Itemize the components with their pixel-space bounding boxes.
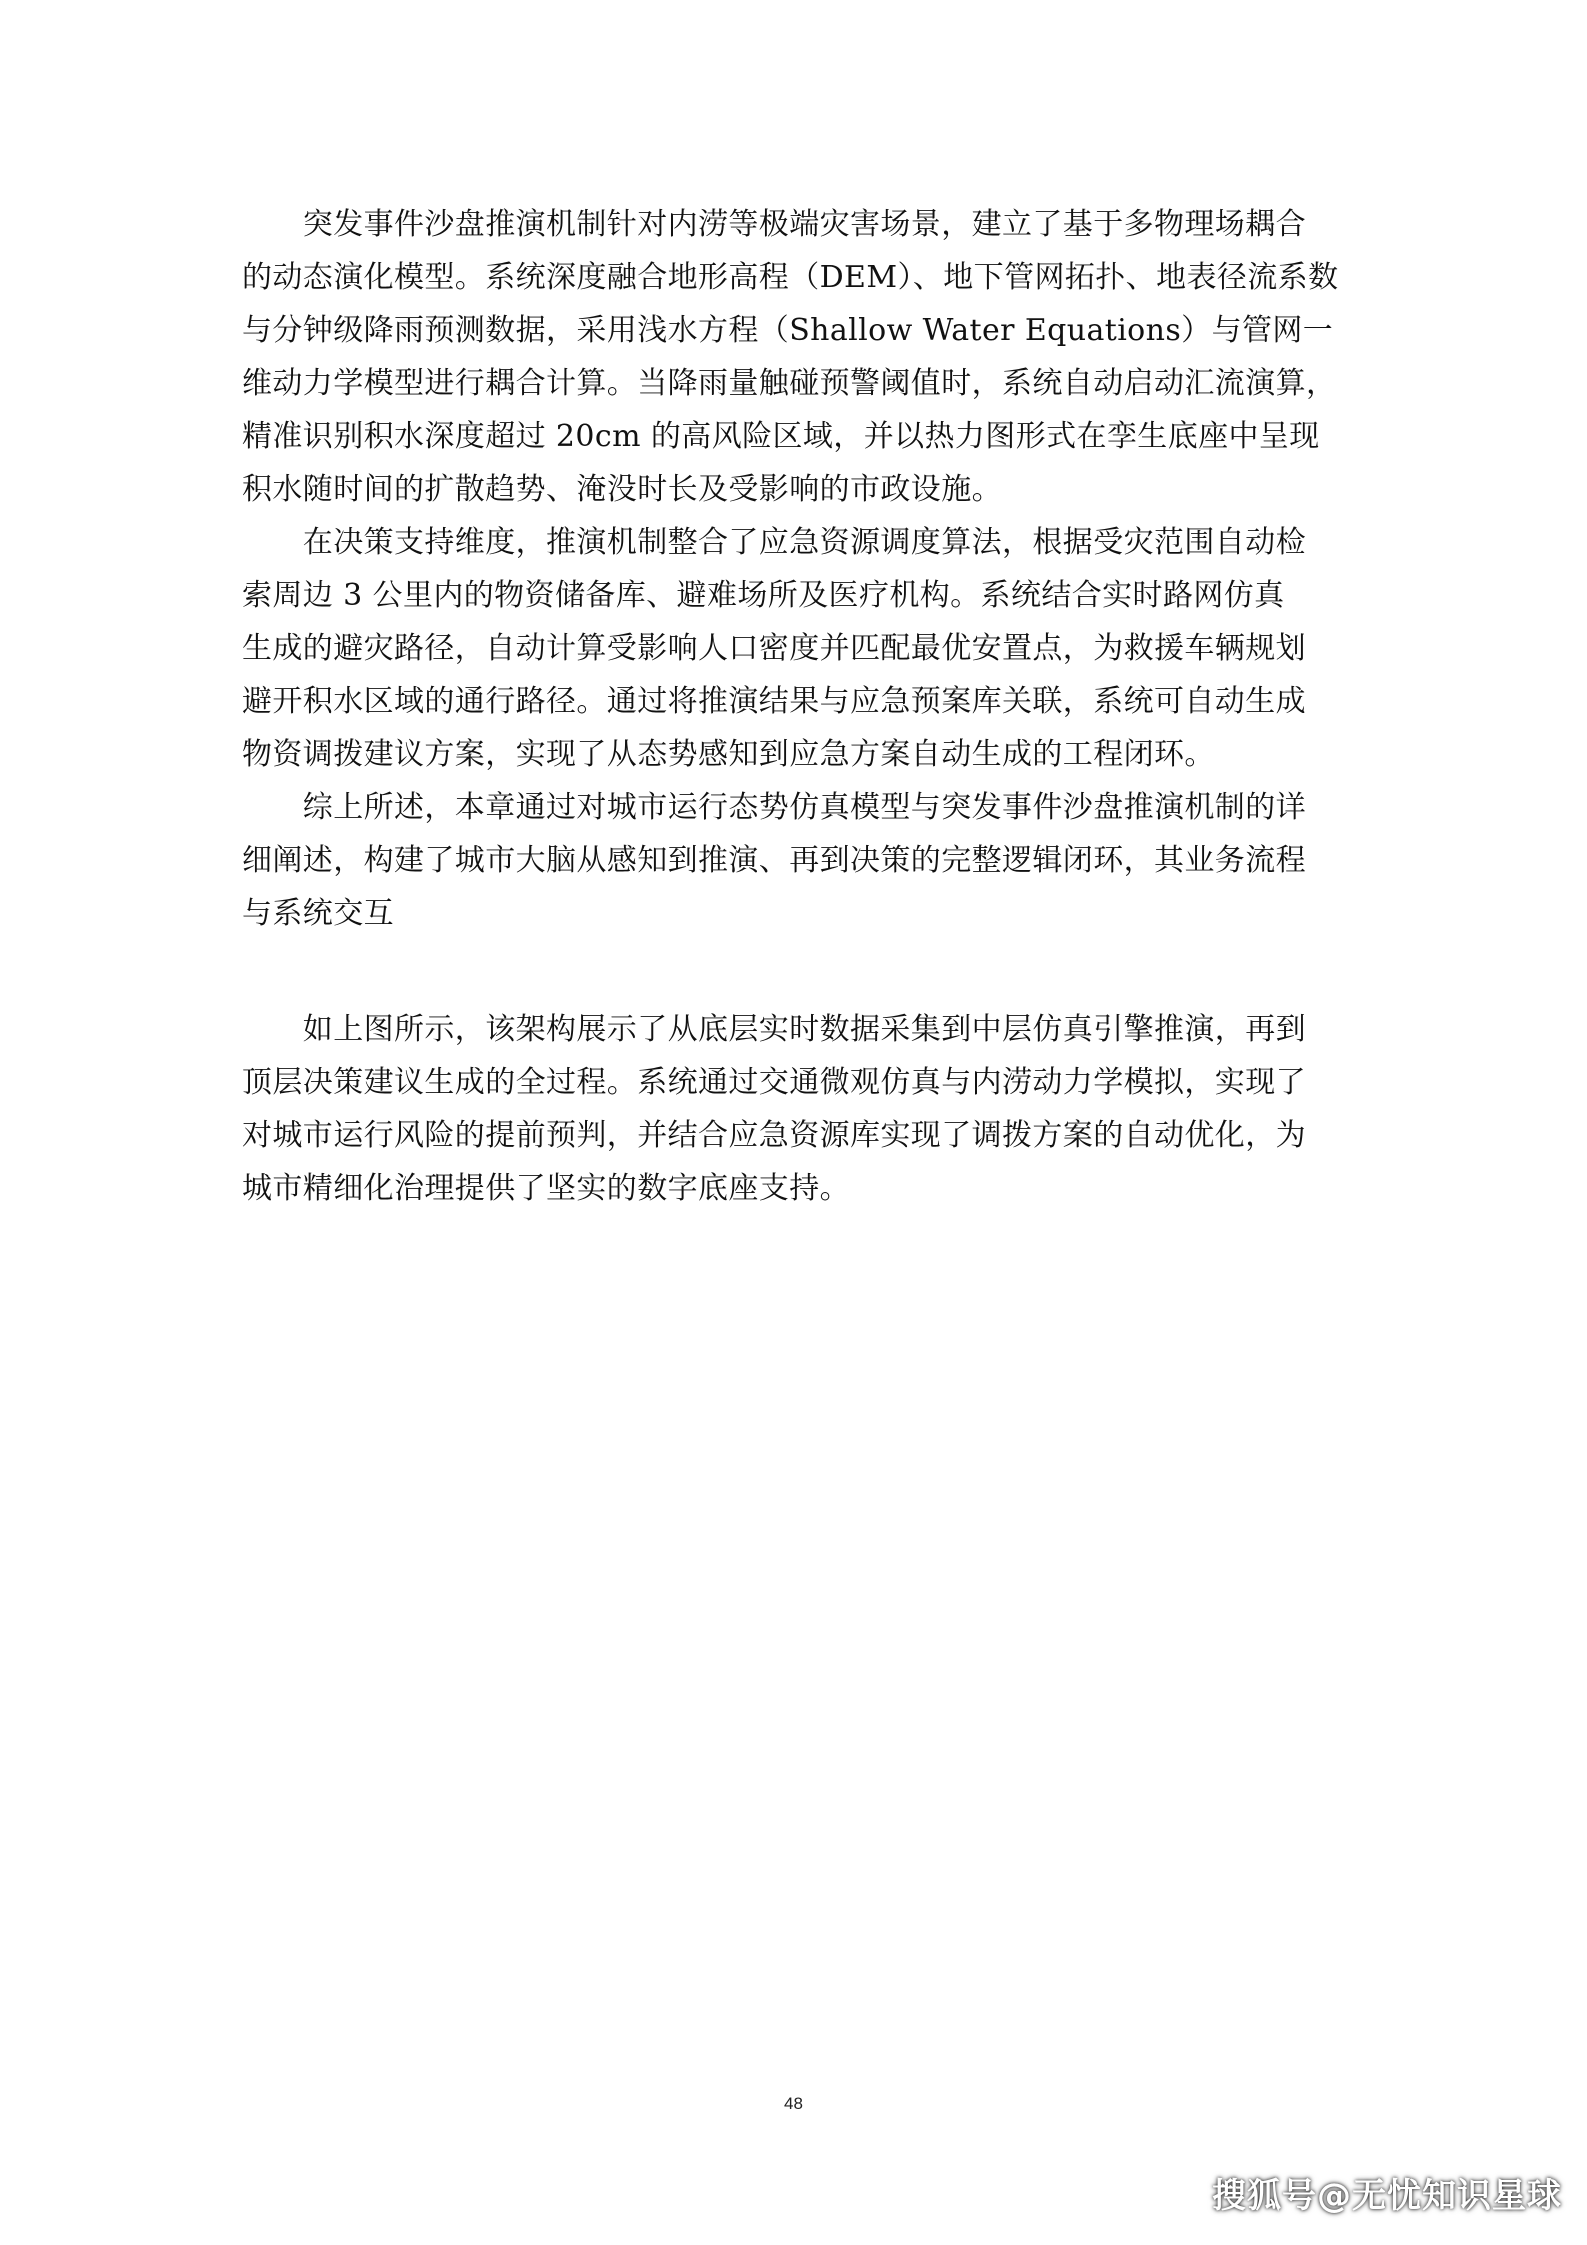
text-line: 在决策支持维度，推演机制整合了应急资源调度算法，根据受灾范围自动检	[242, 525, 1306, 560]
watermark: 搜狐号@无忧知识星球	[1212, 2176, 1562, 2216]
text-line: 城市精细化治理提供了坚实的数字底座支持。	[242, 1171, 850, 1206]
paragraph-chapter-summary	[242, 781, 1352, 940]
paragraph-decision-support	[242, 516, 1352, 781]
text-line: 细阐述，构建了城市大脑从感知到推演、再到决策的完整逻辑闭环，其业务流程	[242, 843, 1306, 878]
text-line: 精准识别积水深度超过 20cm 的高风险区域，并以热力图形式在孪生底座中呈现	[242, 419, 1320, 454]
paragraph-flood-simulation	[242, 198, 1352, 516]
text-line: 物资调拨建议方案，实现了从态势感知到应急方案自动生成的工程闭环。	[242, 737, 1215, 772]
text-line: 索周边 3 公里内的物资储备库、避难场所及医疗机构。系统结合实时路网仿真	[242, 578, 1285, 613]
text-line: 对城市运行风险的提前预判，并结合应急资源库实现了调拨方案的自动优化，为	[242, 1118, 1306, 1153]
text-line: 维动力学模型进行耦合计算。当降雨量触碰预警阈值时，系统自动启动汇流演算，	[242, 366, 1337, 401]
text-line: 避开积水区域的通行路径。通过将推演结果与应急预案库关联，系统可自动生成	[242, 684, 1306, 719]
text-line: 生成的避灾路径，自动计算受影响人口密度并匹配最优安置点，为救援车辆规划	[242, 631, 1306, 666]
text-line: 突发事件沙盘推演机制针对内涝等极端灾害场景，建立了基于多物理场耦合	[242, 207, 1306, 242]
paragraph-architecture	[242, 1003, 1352, 1215]
text-line: 与系统交互	[242, 896, 394, 931]
page-number: 48	[784, 2094, 803, 2113]
text-line: 综上所述，本章通过对城市运行态势仿真模型与突发事件沙盘推演机制的详	[242, 790, 1306, 825]
text-line: 顶层决策建议生成的全过程。系统通过交通微观仿真与内涝动力学模拟，实现了	[242, 1065, 1306, 1100]
text-line: 的动态演化模型。系统深度融合地形高程（DEM）、地下管网拓扑、地表径流系数	[242, 260, 1339, 295]
text-line: 积水随时间的扩散趋势、淹没时长及受影响的市政设施。	[242, 472, 1002, 507]
text-line: 与分钟级降雨预测数据，采用浅水方程（Shallow Water Equations）与管网一	[242, 313, 1334, 348]
text-line: 如上图所示，该架构展示了从底层实时数据采集到中层仿真引擎推演，再到	[242, 1012, 1306, 1047]
